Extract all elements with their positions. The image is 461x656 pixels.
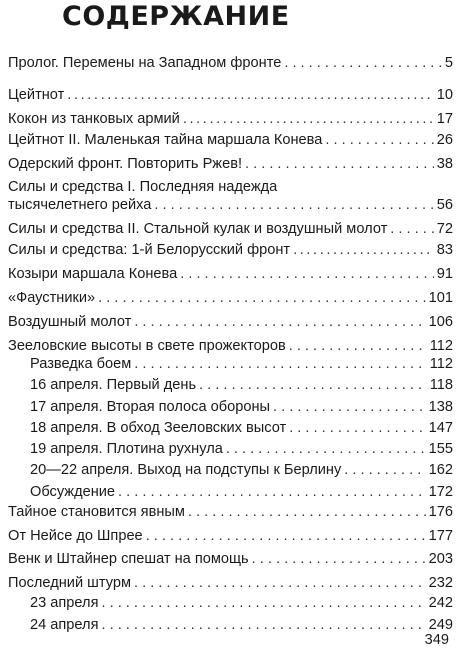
toc-entry-title: Козыри маршала Конева bbox=[8, 266, 178, 282]
toc-entry-page: 147 bbox=[428, 420, 453, 436]
dot-leader bbox=[252, 550, 426, 568]
toc-entry-page: 38 bbox=[436, 156, 453, 172]
toc-entry-title: 23 апреля bbox=[30, 595, 99, 611]
dot-leader bbox=[180, 265, 434, 283]
toc-entry bbox=[30, 355, 453, 373]
dot-leader bbox=[98, 289, 425, 307]
toc-entry-title: Силы и средства II. Стальной кулак и воздушный молот bbox=[8, 221, 388, 237]
toc-entry bbox=[30, 616, 453, 634]
dot-leader bbox=[289, 337, 427, 355]
toc-entry-page: 17 bbox=[436, 111, 453, 127]
toc-entry-title: Обсуждение bbox=[30, 484, 116, 500]
toc-entry-page: 101 bbox=[428, 290, 453, 306]
toc-entry bbox=[30, 398, 453, 416]
toc-entry-title: Зееловские высоты в свете прожекторов bbox=[8, 338, 286, 354]
toc-entry-title: 19 апреля. Плотина рухнула bbox=[30, 441, 223, 457]
toc-entry-title: Кокон из танковых армий bbox=[8, 111, 180, 127]
toc-entry bbox=[30, 461, 453, 479]
toc-entry-title: тысячелетнего рейха bbox=[8, 197, 152, 213]
toc-entry-page: 72 bbox=[436, 221, 453, 237]
toc-entry bbox=[8, 241, 453, 259]
toc-entry bbox=[8, 337, 453, 355]
toc-entry-page: 56 bbox=[436, 197, 453, 213]
dot-leader bbox=[67, 86, 433, 104]
toc-entry-title: 16 апреля. Первый день bbox=[30, 377, 197, 393]
toc-entry-title: Разведка боем bbox=[30, 356, 132, 372]
dot-leader bbox=[183, 110, 434, 128]
dot-leader bbox=[325, 131, 433, 149]
toc-entry-title: Воздушный молот bbox=[8, 314, 132, 330]
dot-leader bbox=[293, 241, 434, 259]
toc-entry bbox=[8, 527, 453, 545]
dot-leader bbox=[390, 220, 433, 238]
toc-entry bbox=[8, 503, 453, 521]
toc-entry bbox=[8, 54, 453, 72]
dot-leader bbox=[154, 196, 433, 214]
toc-entry bbox=[8, 574, 453, 592]
toc-entry bbox=[8, 550, 453, 568]
toc-entry-title: Последний штурм bbox=[8, 575, 131, 591]
toc-entry-page: 177 bbox=[428, 528, 453, 544]
dot-leader bbox=[284, 54, 442, 72]
toc-entry-title: Силы и средства: 1-й Белорусский фронт bbox=[8, 242, 291, 258]
toc-entry-page: 232 bbox=[428, 575, 453, 591]
toc-entry bbox=[8, 220, 453, 238]
toc-entry bbox=[8, 110, 453, 128]
toc-entry-title: Венк и Штайнер спешат на помощь bbox=[8, 551, 249, 567]
toc-entry-title: 17 апреля. Вторая полоса обороны bbox=[30, 399, 270, 415]
toc-entry bbox=[30, 440, 453, 458]
dot-leader bbox=[273, 398, 426, 416]
dot-leader bbox=[199, 376, 427, 394]
toc-entry-title: Цейтнот II. Маленькая тайна маршала Конева bbox=[8, 132, 323, 148]
toc-entry-page: 5 bbox=[444, 55, 453, 71]
dot-leader bbox=[118, 483, 426, 501]
toc-entry-page: 26 bbox=[436, 132, 453, 148]
dot-leader bbox=[134, 355, 426, 373]
toc-entry-page: 162 bbox=[428, 462, 453, 478]
toc-entry-page: 172 bbox=[428, 484, 453, 500]
toc-entry-page: 203 bbox=[428, 551, 453, 567]
toc-entry-page: 155 bbox=[428, 441, 453, 457]
dot-leader bbox=[101, 594, 425, 612]
toc-entry-page: 91 bbox=[436, 266, 453, 282]
toc-entry-title: 20—22 апреля. Выход на подступы к Берлину bbox=[30, 462, 342, 478]
toc-entry-title: 24 апреля bbox=[30, 617, 99, 633]
page-number: 349 bbox=[424, 632, 449, 648]
toc-entry bbox=[8, 86, 453, 104]
dot-leader bbox=[134, 574, 426, 592]
toc-entry-title: Цейтнот bbox=[8, 87, 65, 103]
dot-leader bbox=[188, 503, 426, 521]
toc-entry-title: Одерский фронт. Повторить Ржев! bbox=[8, 156, 242, 172]
toc-entry-title: «Фаустники» bbox=[8, 290, 96, 306]
toc-entry bbox=[8, 178, 453, 214]
toc-entry-title-line: Силы и средства I. Последняя надежда bbox=[8, 179, 278, 195]
page-title: СОДЕРЖАНИЕ bbox=[62, 1, 290, 32]
dot-leader bbox=[344, 461, 425, 479]
dot-leader bbox=[134, 313, 425, 331]
toc-entry-page: 106 bbox=[428, 314, 453, 330]
toc-entry bbox=[8, 313, 453, 331]
toc-entry-title: От Нейсе до Шпрее bbox=[8, 528, 143, 544]
toc-entry bbox=[8, 155, 453, 173]
toc-entry bbox=[8, 131, 453, 149]
toc-entry bbox=[30, 594, 453, 612]
toc-entry bbox=[8, 289, 453, 307]
toc-entry-page: 10 bbox=[436, 87, 453, 103]
dot-leader bbox=[146, 527, 426, 545]
toc-entry-page: 112 bbox=[429, 356, 453, 372]
toc-entry bbox=[30, 419, 453, 437]
dot-leader bbox=[289, 419, 425, 437]
toc-entry-page: 138 bbox=[428, 399, 453, 415]
toc-entry bbox=[30, 483, 453, 501]
dot-leader bbox=[101, 616, 425, 634]
toc-entry-title: Пролог. Перемены на Западном фронте bbox=[8, 55, 282, 71]
toc-entry-title: 18 апреля. В обход Зееловских высот bbox=[30, 420, 287, 436]
toc-entry bbox=[8, 265, 453, 283]
toc-entry-page: 118 bbox=[429, 377, 453, 393]
toc-entry bbox=[30, 376, 453, 394]
dot-leader bbox=[245, 155, 434, 173]
toc-entry-page: 112 bbox=[429, 338, 453, 354]
dot-leader bbox=[226, 440, 426, 458]
toc-entry-page: 176 bbox=[428, 504, 453, 520]
toc-entry-page: 249 bbox=[428, 617, 453, 633]
toc-entry-title: Тайное становится явным bbox=[8, 504, 185, 520]
toc-entry-page: 83 bbox=[436, 242, 453, 258]
toc-entry-page: 242 bbox=[428, 595, 453, 611]
